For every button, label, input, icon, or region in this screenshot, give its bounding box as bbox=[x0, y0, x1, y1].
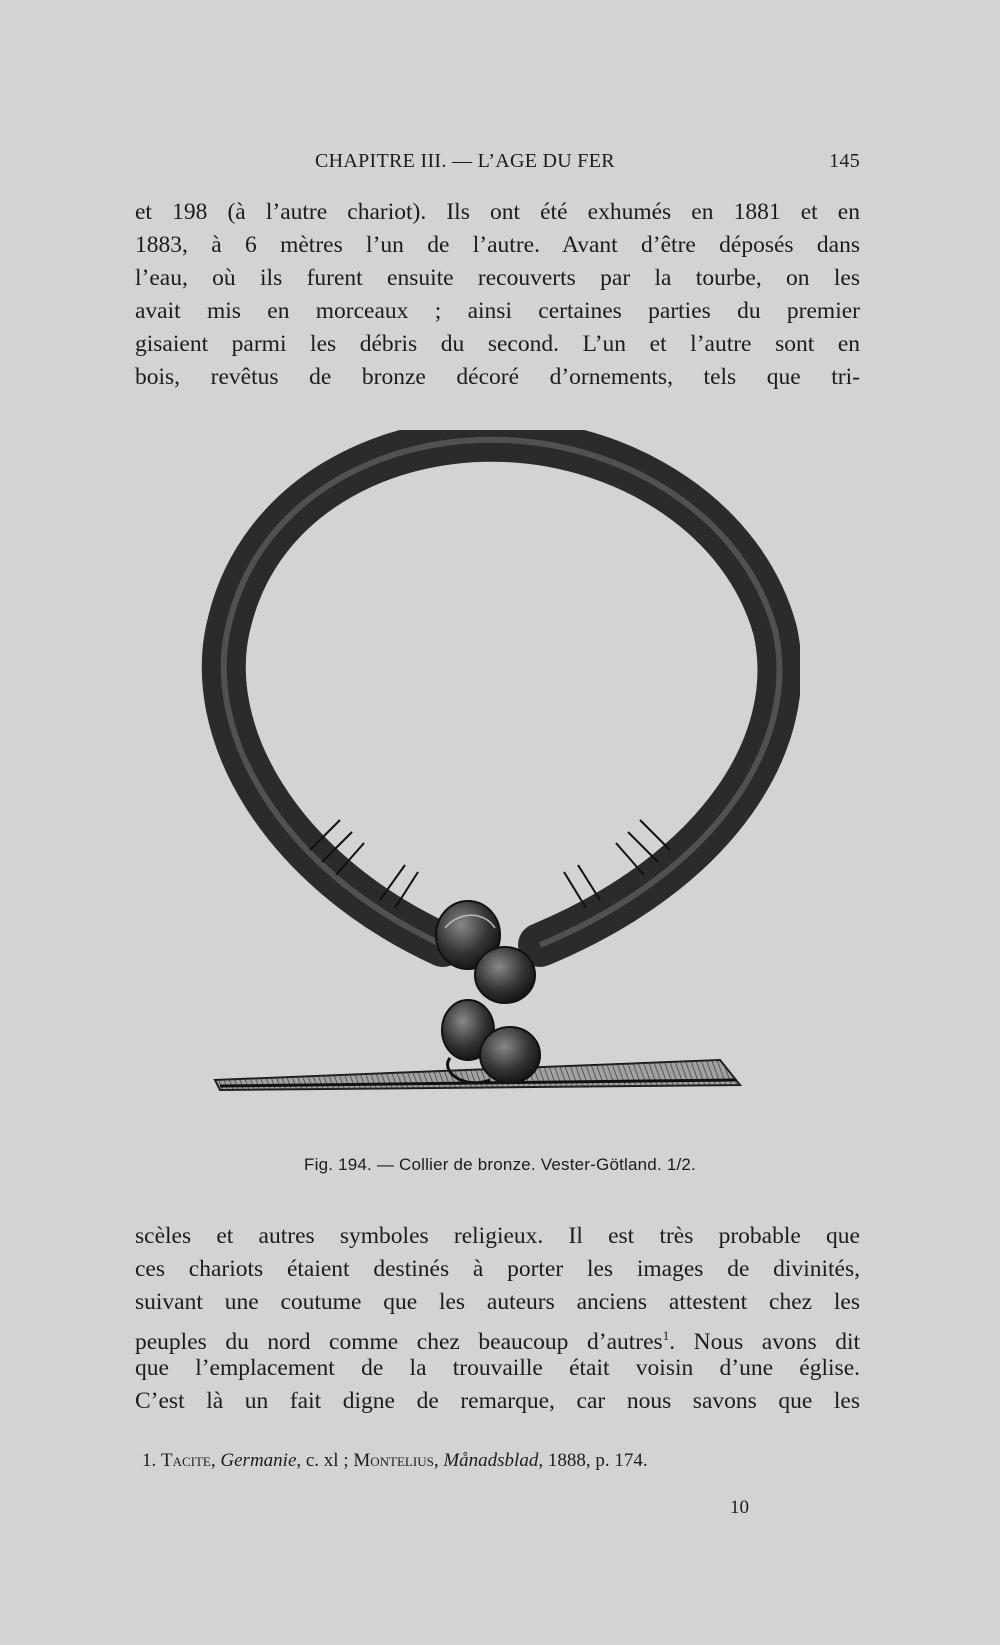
footnote-author: Tacite bbox=[161, 1450, 211, 1471]
text-line: ces chariots étaient destinés à porter les images de divinités, bbox=[135, 1256, 860, 1282]
footnote-ref-text: , 1888, p. 174. bbox=[538, 1450, 648, 1471]
text-line: que l’emplacement de la trouvaille était voisin d’une église. bbox=[135, 1355, 860, 1381]
text-segment: , bbox=[433, 1450, 444, 1471]
text-segment: , bbox=[210, 1450, 221, 1471]
footnote-ref[interactable]: 1 bbox=[662, 1328, 670, 1343]
text-segment: . Nous avons dit bbox=[669, 1328, 860, 1355]
chapter-title: CHAPITRE III. — L’AGE DU FER bbox=[315, 150, 615, 172]
footnote-author: Montelius bbox=[353, 1450, 434, 1471]
paragraph-2 bbox=[135, 1220, 860, 1418]
text-line: gisaient parmi les débris du second. L’un et l’autre sont en bbox=[135, 331, 860, 357]
footnote-ref-text: , c. xl ; bbox=[296, 1450, 349, 1471]
page-number: 145 bbox=[829, 150, 860, 172]
text-line: avait mis en morceaux ; ainsi certaines parties du premier bbox=[135, 298, 860, 324]
text-segment: peuples du nord comme chez beaucoup d’autres bbox=[135, 1328, 663, 1355]
signature-mark: 10 bbox=[730, 1497, 749, 1518]
text-line: l’eau, où ils furent ensuite recouverts par la tourbe, on les bbox=[135, 265, 860, 291]
text-line: bois, revêtus de bronze décoré d’ornements, tels que tri- bbox=[135, 364, 860, 390]
text-line: 1883, à 6 mètres l’un de l’autre. Avant d’être déposés dans bbox=[135, 232, 860, 258]
text-line: scèles et autres symboles religieux. Il est très probable que bbox=[135, 1223, 860, 1249]
footnote-work: Germanie bbox=[220, 1450, 297, 1471]
footnote-marker: 1. bbox=[142, 1450, 157, 1471]
text-line: et 198 (à l’autre chariot). Ils ont été exhumés en 1881 et en bbox=[135, 199, 860, 225]
text-line: C’est là un fait digne de remarque, car nous savons que les bbox=[135, 1388, 860, 1414]
footnote bbox=[142, 1450, 862, 1472]
bronze-torc-illustration bbox=[200, 430, 800, 1140]
footnote-work: Månadsblad bbox=[443, 1450, 539, 1471]
text-line-with-note bbox=[135, 1319, 860, 1355]
text-line: suivant une coutume que les auteurs anciens attestent chez les bbox=[135, 1289, 860, 1315]
paragraph-1 bbox=[135, 196, 860, 394]
figure-caption: Fig. 194. — Collier de bronze. Vester-Götland. 1/2. bbox=[304, 1155, 696, 1174]
